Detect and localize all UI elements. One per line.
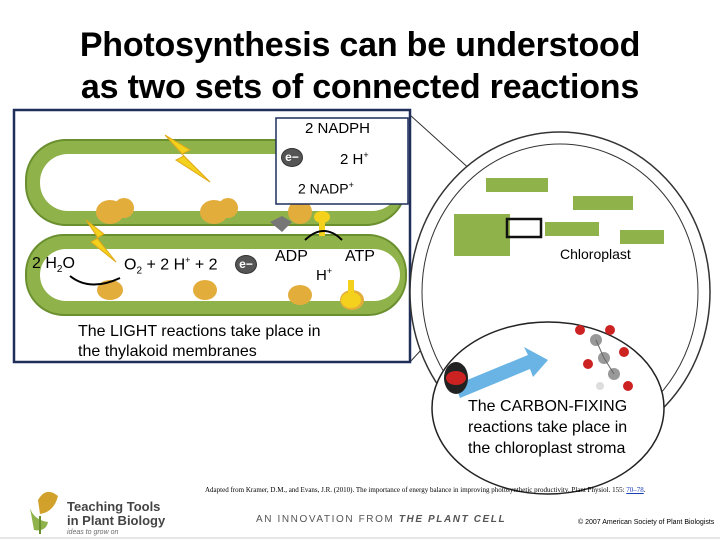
- chloroplast-label: Chloroplast: [560, 246, 631, 262]
- logo-tagline: ideas to grow on: [67, 529, 119, 536]
- oxygen-label: $O_2 + 2$ H+ + 2: [124, 255, 218, 277]
- title-line-2: as two sets of connected reactions: [80, 68, 640, 106]
- citation: Adapted from Kramer, D.M., and Evans, J.R. (2010). The importance of energy balance in improving photosynthetic productivity. Plant Physiol. 155: 70–78.: [205, 486, 646, 494]
- citation-link[interactable]: 70–78: [626, 486, 644, 494]
- copyright: © 2007 American Society of Plant Biologists: [578, 519, 715, 526]
- nadp-label: 2 NADP+: [298, 180, 354, 197]
- nadph-label: 2 NADPH: [305, 120, 371, 137]
- water-label: 2 $H_2O$: [32, 255, 75, 276]
- atp-label: ATP: [345, 248, 375, 265]
- electron-bottom: e−: [235, 255, 257, 274]
- carbon-fixing-caption: The CARBON-FIXING reactions take place in the chloroplast stroma: [468, 398, 628, 457]
- electron-top: e−: [281, 148, 303, 167]
- proton-label: H+: [316, 266, 333, 284]
- title-line-1: Photosynthesis can be understood: [79, 26, 641, 64]
- logo-text: Teaching Tools in Plant Biology: [67, 499, 166, 528]
- teaching-tools-logo-leaf: [30, 492, 58, 534]
- innovation-note: AN INNOVATION FROM THE PLANT CELL: [256, 514, 507, 525]
- light-reactions-caption: The LIGHT reactions take place in the thylakoid membranes: [78, 323, 321, 360]
- adp-label: ADP: [275, 248, 308, 265]
- proton-top-label: 2 H+: [340, 150, 369, 168]
